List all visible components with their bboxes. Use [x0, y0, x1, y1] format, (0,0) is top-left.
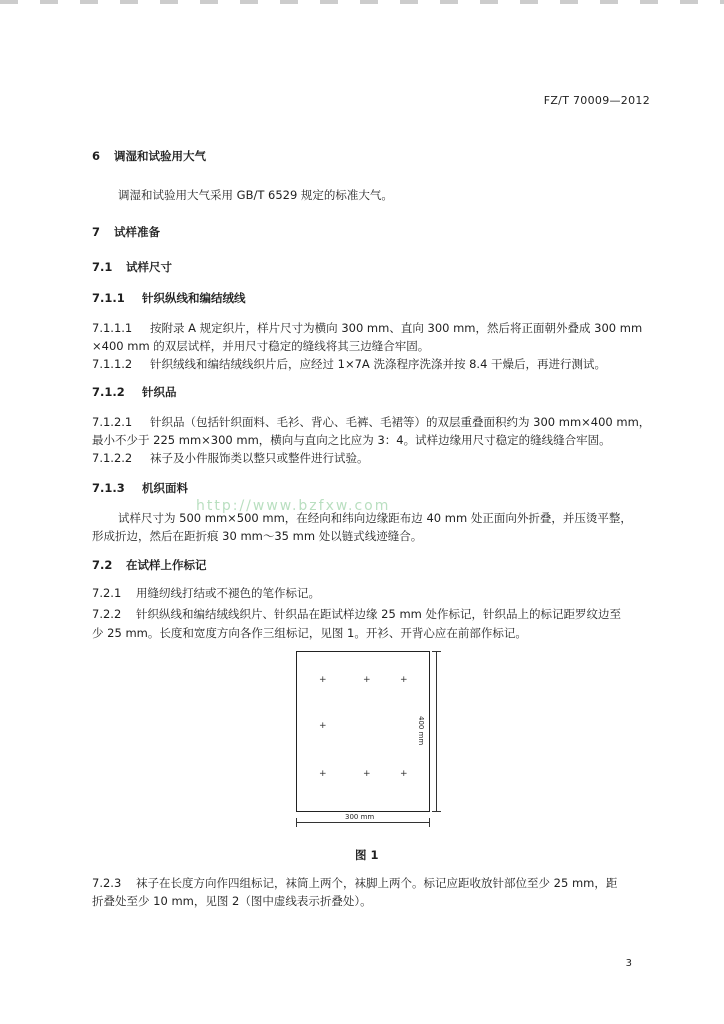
paragraph-text: 针织纵线和编结绒线织片、针织品在距试样边缘 25 mm 处作标记，针织品上的标记距罗纹边至 — [136, 607, 621, 621]
section-7-1-1-2 — [92, 356, 606, 372]
section-number: 7.2.3 — [92, 876, 122, 890]
section-number: 7.1.3 — [92, 481, 125, 495]
section-title: 针织纵线和编结绒线 — [142, 291, 246, 305]
marking-point: + — [363, 675, 371, 685]
section-number: 7.1 — [92, 260, 113, 274]
section-number: 7 — [92, 225, 101, 239]
figure-1-caption: 图 1 — [355, 848, 379, 862]
marking-point: + — [319, 721, 327, 731]
section-7-1-3-line-1: 试样尺寸为 500 mm×500 mm，在经向和纬向边缘距布边 40 mm 处正面向外折叠，并压烫平整， — [118, 511, 632, 525]
marking-point: + — [319, 675, 327, 685]
section-7-1-2-2 — [92, 450, 369, 466]
section-6-heading — [92, 148, 206, 164]
section-7-2-2-line-2: 少 25 mm。长度和宽度方向各作三组标记，见图 1。开衫、开背心应在前部作标记。 — [92, 626, 527, 640]
height-dimension-label: 400 mm — [417, 716, 425, 746]
section-7-2-heading — [92, 557, 207, 573]
section-number: 6 — [92, 149, 101, 163]
section-number: 7.1.1 — [92, 291, 125, 305]
section-7-2-1 — [92, 585, 320, 601]
section-number: 7.1.2.2 — [92, 451, 133, 465]
page-number: 3 — [625, 958, 632, 969]
paragraph-text: 针织绒线和编结绒线织片后，应经过 1×7A 洗涤程序洗涤并按 8.4 干燥后，再进行测试。 — [150, 357, 607, 371]
section-number: 7.1.1.2 — [92, 357, 133, 371]
watermark: http://www.bzfxw.com — [196, 498, 391, 514]
section-title: 试样准备 — [114, 225, 160, 239]
paragraph-text: 针织品（包括针织面料、毛衫、背心、毛裤、毛裙等）的双层重叠面积约为 300 mm×400 mm， — [150, 415, 651, 429]
marking-point: + — [400, 675, 408, 685]
section-number: 7.2 — [92, 558, 113, 572]
figure-1-specimen — [296, 651, 430, 812]
paragraph-text: 袜子在长度方向作四组标记，袜筒上两个，袜脚上两个。标记应距收放针部位至少 25 mm，距 — [136, 876, 618, 890]
section-7-2-2-line-1 — [92, 606, 621, 622]
section-title: 机织面料 — [142, 481, 188, 495]
section-7-1-1-1-line-2: ×400 mm 的双层试样，并用尺寸稳定的缝线将其三边缝合牢固。 — [92, 339, 430, 353]
height-dimension-line — [432, 651, 442, 812]
section-number: 7.1.2 — [92, 385, 125, 399]
section-title: 针织品 — [142, 385, 177, 399]
section-7-heading — [92, 224, 160, 240]
section-7-1-1-heading — [92, 290, 246, 306]
section-7-1-2-1-line-2: 最小不少于 225 mm×300 mm，横向与直向之比应为 3：4。试样边缘用尺寸稳定的缝线缝合牢固。 — [92, 433, 611, 447]
scan-artifact — [0, 0, 724, 4]
section-number: 7.2.2 — [92, 607, 122, 621]
section-title: 调湿和试验用大气 — [114, 149, 206, 163]
section-7-1-2-heading — [92, 384, 177, 400]
section-7-1-1-1-line-1 — [92, 320, 642, 336]
section-7-2-3-line-1 — [92, 875, 617, 891]
section-7-2-3-line-2: 折叠处至少 10 mm，见图 2（图中虚线表示折叠处）。 — [92, 894, 372, 908]
section-7-1-2-1-line-1 — [92, 414, 650, 430]
section-6-text: 调湿和试验用大气采用 GB/T 6529 规定的标准大气。 — [118, 188, 393, 202]
paragraph-text: 用缝纫线打结或不褪色的笔作标记。 — [136, 586, 320, 600]
section-number: 7.1.1.1 — [92, 321, 133, 335]
section-7-1-3-line-2: 形成折边，然后在距折痕 30 mm～35 mm 处以链式线迹缝合。 — [92, 529, 423, 543]
width-dimension-label: 300 mm — [345, 813, 375, 821]
marking-point: + — [319, 769, 327, 779]
section-number: 7.1.2.1 — [92, 415, 133, 429]
marking-point: + — [363, 769, 371, 779]
section-7-1-heading — [92, 259, 172, 275]
standard-code: FZ/T 70009—2012 — [543, 94, 650, 107]
marking-point: + — [400, 769, 408, 779]
section-number: 7.2.1 — [92, 586, 122, 600]
section-title: 试样尺寸 — [126, 260, 172, 274]
paragraph-text: 按附录 A 规定织片，样片尺寸为横向 300 mm、直向 300 mm，然后将正面朝外叠成 300 mm — [150, 321, 643, 335]
section-title: 在试样上作标记 — [126, 558, 207, 572]
paragraph-text: 袜子及小件服饰类以整只或整件进行试验。 — [150, 451, 369, 465]
section-7-1-3-heading — [92, 480, 188, 496]
